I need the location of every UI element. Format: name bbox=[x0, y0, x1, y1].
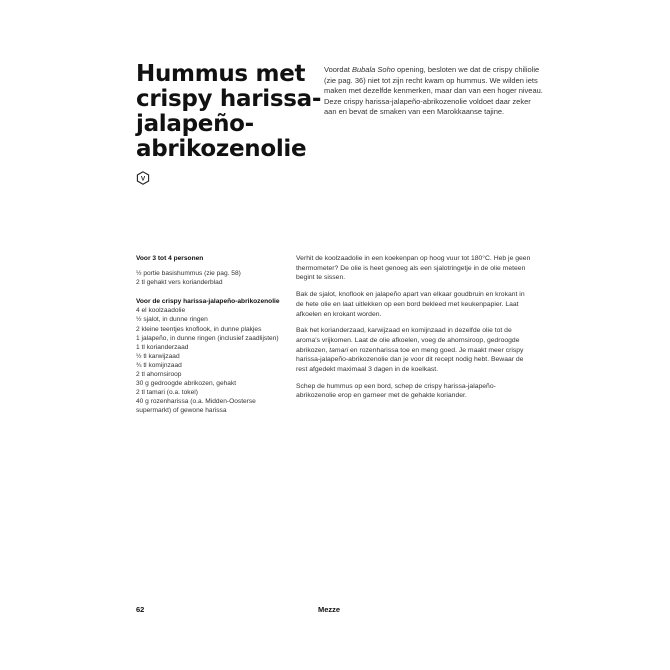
ingredient-item: ¾ tl komijnzaad bbox=[136, 361, 182, 369]
oil-ingredient-list bbox=[136, 306, 286, 415]
title-line: jalapeño- bbox=[136, 111, 254, 137]
ingredient-item: 40 g rozenharissa (o.a. Midden-Oosterse supermarkt) of gewone harissa bbox=[136, 398, 256, 415]
recipe-intro bbox=[324, 65, 544, 118]
ingredient-item: ½ portie basishummus (zie pag. 58) bbox=[136, 270, 241, 278]
ingredient-item: 30 g gedroogde abrikozen, gehakt bbox=[136, 380, 237, 388]
method-step-text: Bak het korianderzaad, karwijzaad en komijnzaad in dezelfde olie tot de aroma's vrijkomen. Laat de olie afkoelen, voeg de ahornsiroop, gedroogde abrikozen, bbox=[296, 327, 520, 354]
title-line: abrikozenolie bbox=[136, 136, 307, 162]
intro-text-start: Voordat bbox=[324, 65, 352, 74]
section-name: Mezze bbox=[318, 605, 341, 614]
ingredients-column bbox=[136, 254, 286, 416]
method-step: Schep de hummus op een bord, schep de crispy harissa-jalapeño-abrikozenolie erop en garneer met de gehakte koriander. bbox=[296, 382, 496, 400]
ingredient-item: ½ sjalot, in dunne ringen bbox=[136, 316, 208, 324]
ingredient-item: 1 jalapeño, in dunne ringen (inclusief zaadlijsten) bbox=[136, 334, 279, 342]
title-line: Hummus met bbox=[136, 61, 306, 87]
intro-restaurant-name: Bubala Soho bbox=[351, 65, 395, 74]
method-step-italic: tamari bbox=[329, 346, 349, 354]
ingredient-item: 4 el koolzaadolie bbox=[136, 307, 186, 315]
method-step bbox=[296, 326, 534, 375]
ingredient-item: 2 kleine teentjes knoflook, in dunne plakjes bbox=[136, 325, 262, 333]
intro-text-end: opening, besloten we dat de crispy chiliolie (zie pag. 36) niet tot zijn recht kwam op hummus. We wilden iets maken met dezelfde kenmerken, maar dan van een hoger niveau. Deze crispy harissa-jalapeño-abrikozenolie voldoet daar zeker aan en bevat de smaken van een Marokkaanse tajine. bbox=[324, 65, 543, 117]
method-column bbox=[296, 254, 534, 408]
recipe-title bbox=[136, 62, 326, 162]
ingredient-item: 2 tl ahornsiroop bbox=[136, 371, 182, 379]
page-number: 62 bbox=[136, 605, 145, 614]
ingredient-item: 1 tl korianderzaad bbox=[136, 343, 189, 351]
ingredient-item: ½ tl karwijzaad bbox=[136, 352, 180, 360]
title-line: crispy harissa- bbox=[136, 86, 322, 112]
badge-label: V bbox=[140, 175, 146, 183]
ingredient-item: 2 tl gehakt vers korianderblad bbox=[136, 279, 223, 287]
oil-ingredients-heading: Voor de crispy harissa-jalapeño-abrikozenolie bbox=[136, 298, 280, 306]
vegan-hexagon-icon bbox=[136, 171, 150, 185]
method-step-text: en rozenharissa toe en meng goed. Je maakt meer crispy harissa-jalapeño-abrikozenolie dan je voor dit recept nodig hebt. Bewaar de rest afgedekt maximaal 3 dagen in de koelkast. bbox=[296, 346, 524, 374]
servings-heading: Voor 3 tot 4 personen bbox=[136, 255, 204, 262]
ingredient-item: 2 tl tamari (o.a. tokel) bbox=[136, 389, 198, 397]
method-step: Verhit de koolzaadolie in een koekenpan op hoog vuur tot 180°C. Heb je geen thermometer? De olie is heet genoeg als een sjalotringetje in de olie meteen begint te sissen. bbox=[296, 255, 531, 282]
base-ingredient-list bbox=[136, 269, 286, 287]
method-step: Bak de sjalot, knoflook en jalapeño apart van elkaar goudbruin en krokant in de hete olie en laat uitlekken op een bord bekleed met keukenpapier. Laat afkoelen en krokant worden. bbox=[296, 291, 525, 318]
